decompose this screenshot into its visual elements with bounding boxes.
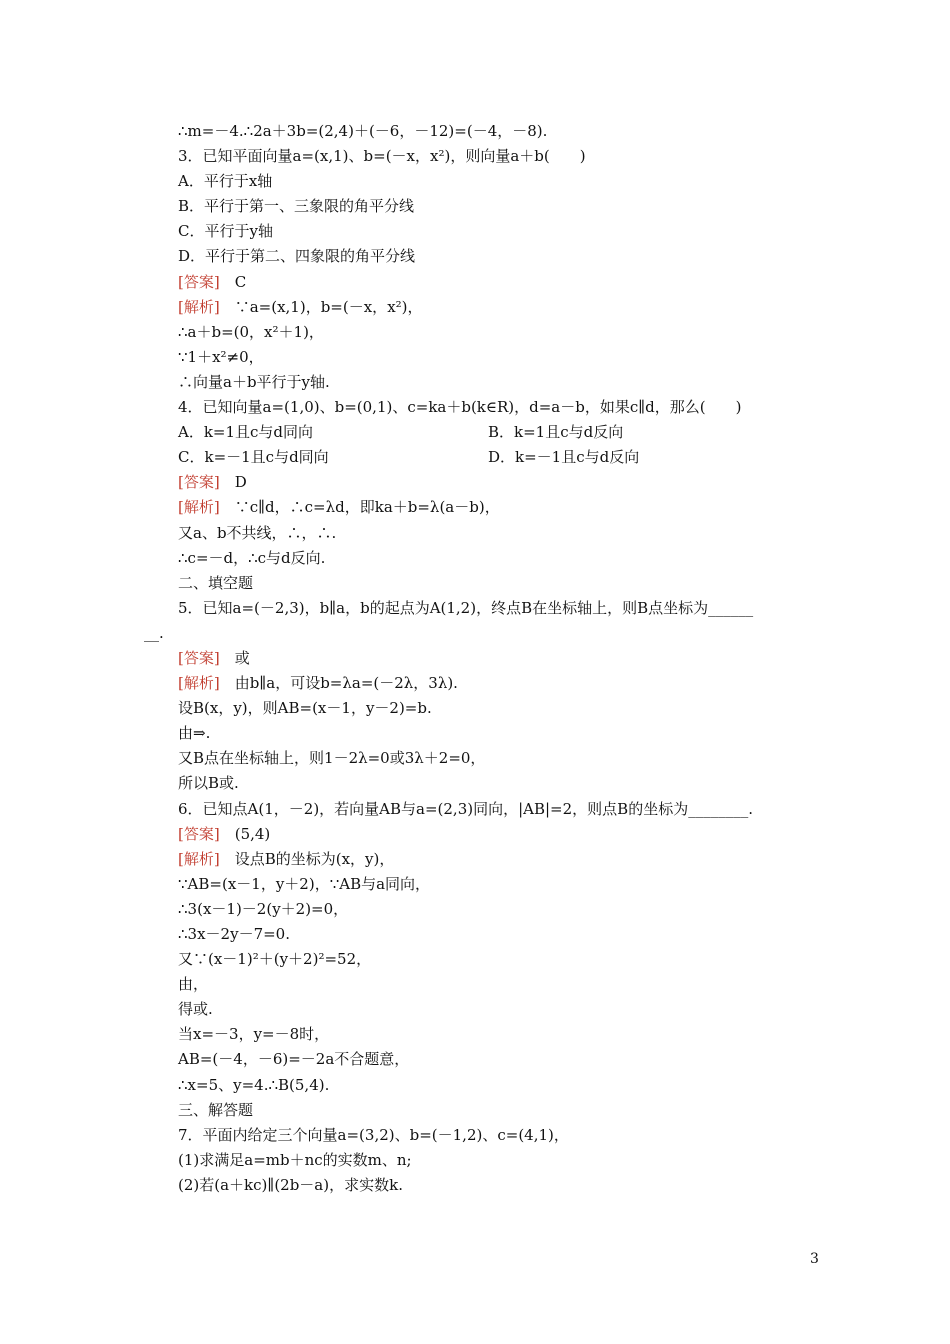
text-line: A．平行于x轴 [178, 172, 273, 191]
text-line: 6．已知点A(1，－2)，若向量AB与a=(2,3)同向，|AB|=2，则点B的坐标为________. [178, 799, 753, 818]
text-line: ∴3x－2y－7=0. [178, 925, 290, 943]
option-item: D．k=－1且c与d反向 [488, 448, 640, 467]
line-text: 设点B的坐标为(x，y)， [219, 849, 395, 868]
text-line: ∴x=5、y=4.∴B(5,4). [178, 1075, 330, 1094]
answer-tag: [答案] [178, 272, 220, 291]
text-line: ∴3(x－1)－2(y＋2)=0， [178, 899, 349, 918]
labeled-line [178, 270, 818, 295]
text-line: AB=(－4，－6)=－2a不合题意， [178, 1050, 410, 1069]
text-line: ∵1＋x²≠0， [178, 347, 264, 366]
option-item: C．k=－1且c与d同向 [178, 448, 329, 467]
text-line: B．平行于第一、三象限的角平分线 [178, 197, 415, 216]
text-line: ∴c=－d，∴c与d反向. [178, 548, 326, 567]
page-number: 3 [810, 1251, 819, 1267]
text-line: ∵AB=(x－1，y＋2)，∵AB与a同向， [178, 874, 431, 893]
labeled-line [178, 847, 818, 872]
blank-continuation: __. [144, 623, 164, 642]
answer-tag: [答案] [178, 648, 220, 667]
answer-tag: [答案] [178, 473, 220, 492]
line-text: C [219, 272, 247, 291]
text-line: D．平行于第二、四象限的角平分线 [178, 247, 416, 266]
text-line: 7．平面内给定三个向量a=(3,2)、b=(－1,2)、c=(4,1)， [178, 1125, 569, 1144]
answer-tag: [解析] [178, 498, 220, 517]
line-text: 由b∥a，可设b=λa=(－2λ，3λ). [219, 674, 458, 693]
option-row [178, 420, 818, 445]
line-text: 或 [219, 648, 250, 667]
labeled-line [178, 646, 818, 671]
text-line: 三、解答题 [178, 1100, 254, 1119]
text-line: 又a、b不共线，∴，∴. [178, 523, 337, 542]
text-line: 又B点在坐标轴上，则1－2λ=0或3λ＋2=0， [178, 749, 486, 768]
text-line: 又∵(x－1)²＋(y＋2)²=52， [178, 950, 372, 969]
labeled-line [178, 495, 818, 520]
line-text: ∵c∥d，∴c=λd，即ka＋b=λ(a－b)， [219, 498, 500, 517]
answer-tag: [答案] [178, 824, 220, 843]
text-line: C．平行于y轴 [178, 222, 273, 241]
text-line: 二、填空题 [178, 573, 254, 592]
answer-tag: [解析] [178, 674, 220, 693]
text-line: (1)求满足a=mb＋nc的实数m、n; [178, 1150, 412, 1169]
text-line: ∴a＋b=(0，x²＋1)， [178, 322, 324, 341]
option-row [178, 445, 818, 470]
text-line: 所以B或. [178, 774, 239, 793]
option-item: A．k=1且c与d同向 [178, 423, 314, 442]
continuation-line [144, 621, 818, 646]
labeled-line [178, 822, 818, 847]
labeled-line [178, 295, 818, 320]
text-line: 由⇒. [178, 724, 211, 743]
text-line: 4．已知向量a=(1,0)、b=(0,1)、c=ka＋b(k∈R)，d=a－b，如果c∥d，那么( ) [178, 398, 742, 417]
text-line: 得或. [178, 1000, 213, 1019]
line-text: D [219, 473, 247, 492]
answer-tag: [解析] [178, 849, 220, 868]
text-line: 当x=－3，y=－8时， [178, 1025, 330, 1044]
labeled-line [178, 671, 818, 696]
option-item: B．k=1且c与d反向 [488, 423, 624, 442]
labeled-line [178, 470, 818, 495]
text-line: 5．已知a=(－2,3)，b∥a，b的起点为A(1,2)，终点B在坐标轴上，则B点坐标为______ [178, 598, 754, 617]
page-content [144, 119, 818, 1198]
line-text: ∵a=(x,1)，b=(－x，x²)， [219, 297, 423, 316]
text-line: ∴m=－4.∴2a＋3b=(2,4)＋(－6，－12)=(－4，－8). [178, 122, 548, 140]
text-line: (2)若(a＋kc)∥(2b－a)，求实数k. [178, 1175, 403, 1194]
line-text: (5,4) [219, 824, 271, 843]
text-line: 3．已知平面向量a=(x,1)、b=(－x，x²)，则向量a＋b( ) [178, 147, 586, 166]
answer-tag: [解析] [178, 297, 220, 316]
text-line: 由， [178, 975, 209, 994]
text-line: ∴向量a＋b平行于y轴. [178, 372, 330, 391]
text-line: 设B(x，y)，则AB=(x－1，y－2)=b. [178, 699, 432, 718]
